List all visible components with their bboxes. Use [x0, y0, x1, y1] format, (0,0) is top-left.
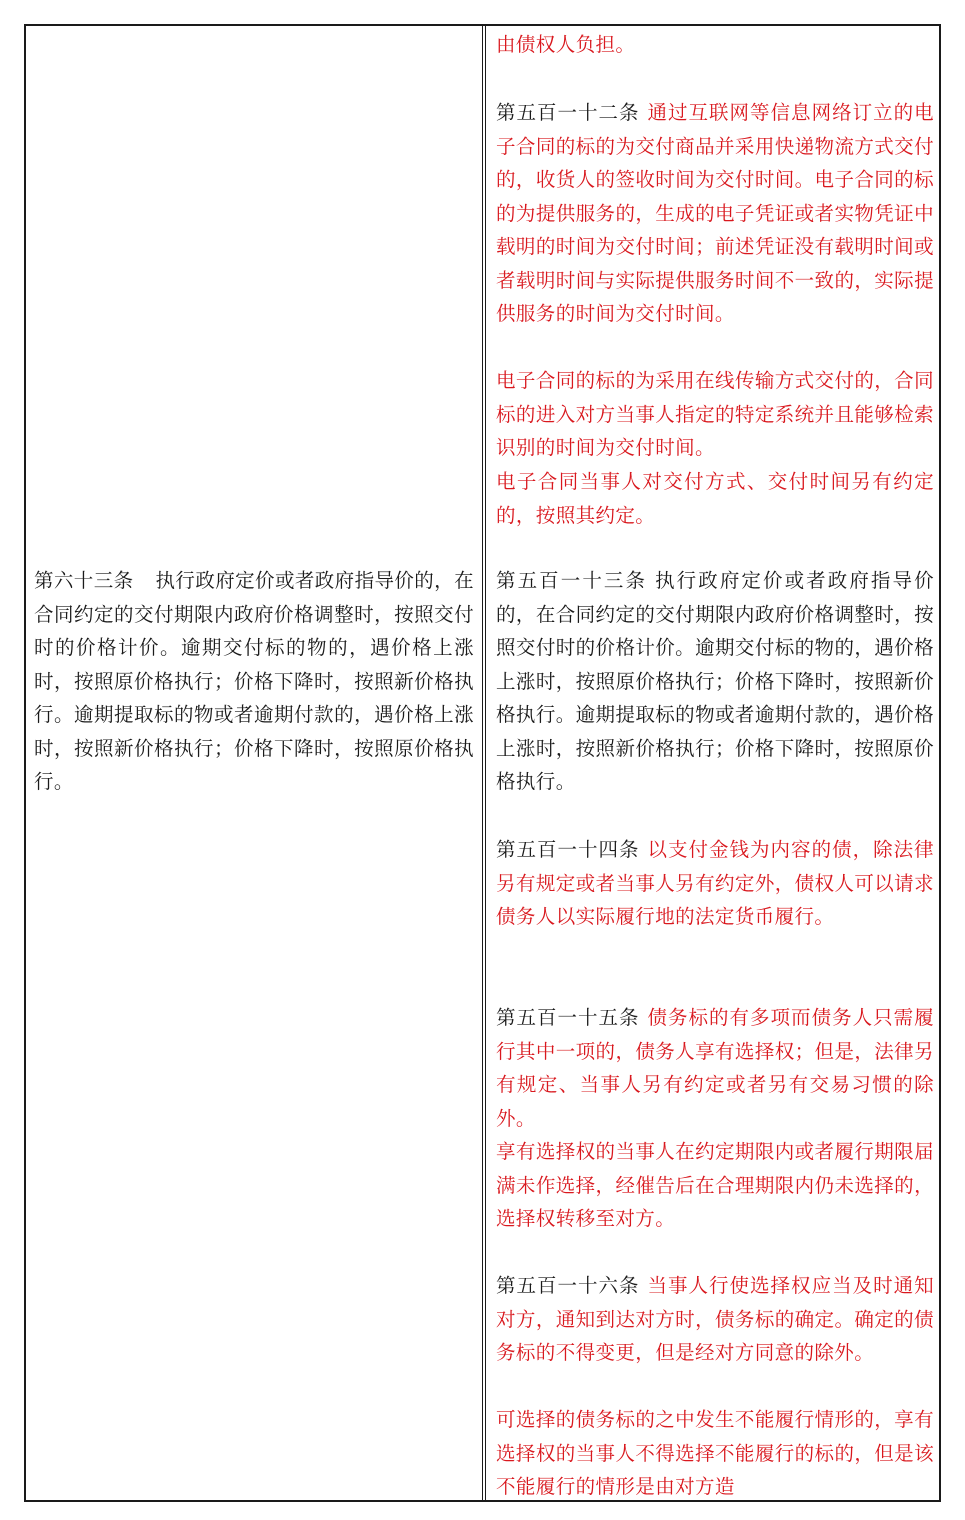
article-512-text: 通过互联网等信息网络订立的电子合同的标的为交付商品并采用快递物流方式交付的，收货人的签收时间为交付时间。电子合同的标的为提供服务的，生成的电子凭证或者实物凭证中载明的时间为交付时间；前述凭证没有载明时间或者载明时间与实际提供服务时间不一致的，实际提供服务的时间为交付时间。 [496, 101, 934, 325]
article-516-text: 当事人行使选择权应当及时通知对方，通知到达对方时，债务标的确定。确定的债务标的不得变更，但是经对方同意的除外。 [496, 1274, 934, 1364]
article-514 [496, 833, 934, 934]
article-513 [496, 564, 934, 799]
article-515 [496, 1001, 934, 1135]
article-516 [496, 1269, 934, 1370]
article-515-number: 第五百一十五条 [496, 1006, 640, 1029]
article-514-text: 以支付金钱为内容的债，除法律另有规定或者当事人另有约定外，债权人可以请求债务人以实际履行地的法定货币履行。 [496, 838, 934, 928]
column-divider [482, 26, 486, 1500]
article-63-text: 执行政府定价或者政府指导价的，在合同约定的交付期限内政府价格调整时，按照交付时的价格计价。逾期交付标的物的，遇价格上涨时，按照原价格执行；价格下降时，按照新价格执行。逾期提取标的物或者逾期付款的，遇价格上涨时，按照新价格执行；价格下降时，按照原价格执行。 [34, 569, 474, 793]
article-513-text: 执行政府定价或者政府指导价的，在合同约定的交付期限内政府价格调整时，按照交付时的价格计价。逾期交付标的物的，遇价格上涨时，按照原价格执行；价格下降时，按照新价格执行。逾期提取标的物或者逾期付款的，遇价格上涨时，按照新价格执行；价格下降时，按照原价格执行。 [496, 569, 934, 793]
comparison-table [24, 24, 941, 1502]
article-512-number: 第五百一十二条 [496, 101, 640, 124]
continuation-text: 由债权人负担。 [496, 33, 636, 56]
article-513-number: 第五百一十三条 [496, 569, 648, 592]
article-515-para2: 享有选择权的当事人在约定期限内或者履行期限届满未作选择，经催告后在合理期限内仍未选择的，选择权转移至对方。 [496, 1140, 934, 1230]
article-515-text: 债务标的有多项而债务人只需履行其中一项的，债务人享有选择权；但是，法律另有规定、当事人另有约定或者另有交易习惯的除外。 [496, 1006, 934, 1130]
article-512-para3: 电子合同当事人对交付方式、交付时间另有约定的，按照其约定。 [496, 470, 934, 527]
article-514-number: 第五百一十四条 [496, 838, 640, 861]
article-516-para2: 可选择的债务标的之中发生不能履行情形的，享有选择权的当事人不得选择不能履行的标的，但是该不能履行的情形是由对方造 [496, 1408, 934, 1498]
article-63 [34, 564, 474, 799]
article-63-number: 第六十三条 [34, 569, 134, 592]
article-516-number: 第五百一十六条 [496, 1274, 640, 1297]
article-512 [496, 96, 934, 331]
article-512-para2: 电子合同的标的为采用在线传输方式交付的，合同标的进入对方当事人指定的特定系统并且能够检索识别的时间为交付时间。 [496, 369, 934, 459]
